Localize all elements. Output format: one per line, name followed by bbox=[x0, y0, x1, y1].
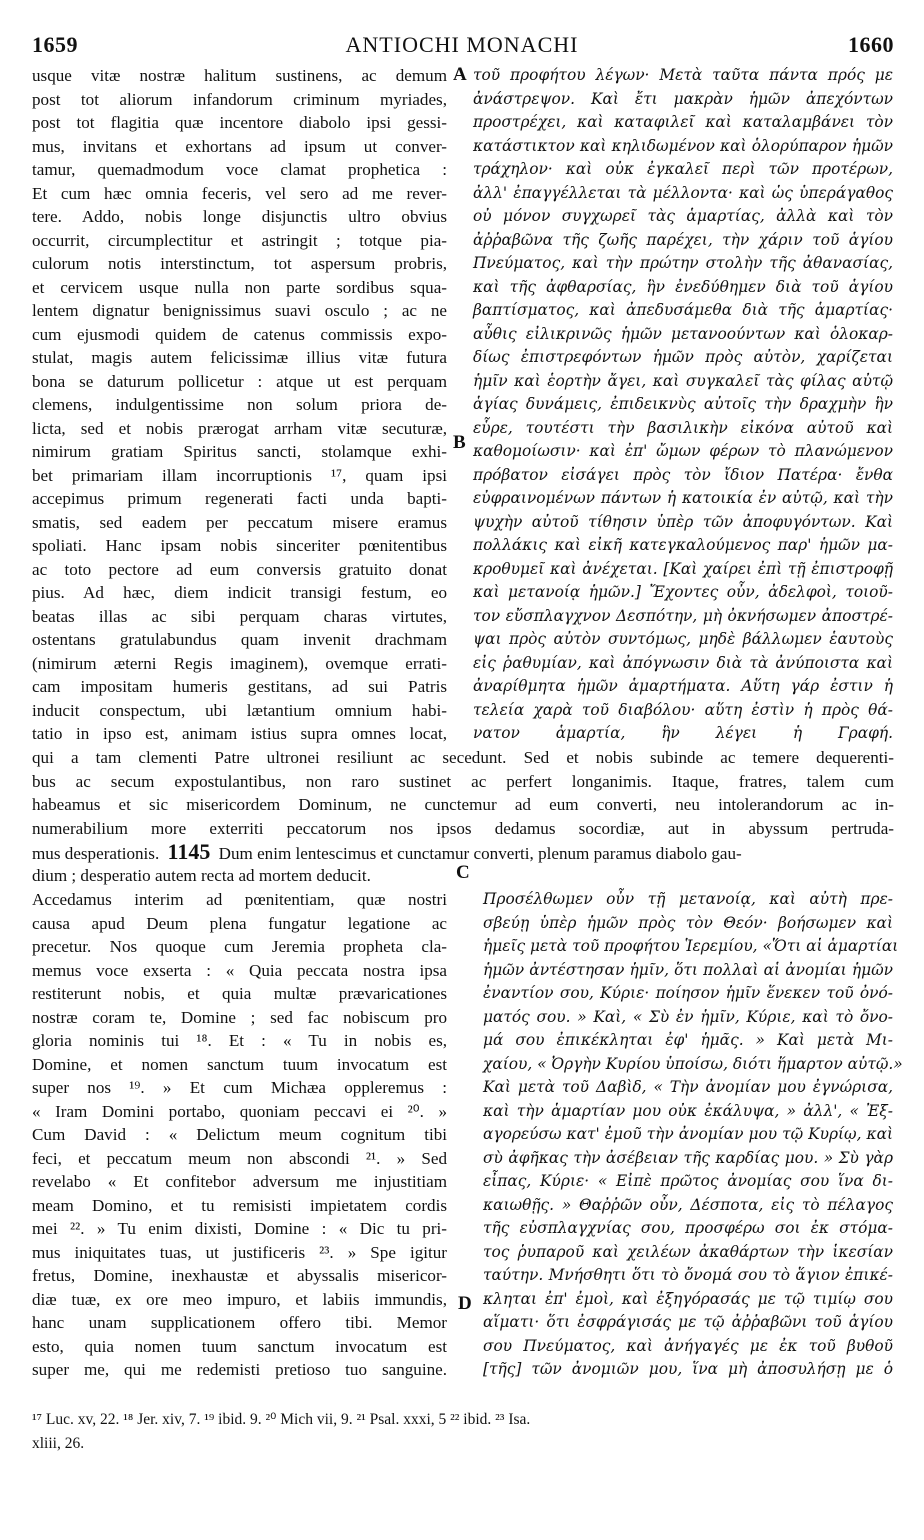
latin-line: licta, sed et nobis prærogat arrham vitæ secuturæ, bbox=[32, 418, 447, 438]
latin-line: hanc unam supplicationem offero tibi. Memor bbox=[32, 1313, 447, 1332]
latin-line: et cervicem usque nulla non parte sordibus squa- bbox=[32, 277, 447, 297]
greek-line: αὖθις εἰλικρινῶς ἡμῶν μετανοούντων καὶ ὁλοκαρ- bbox=[473, 324, 893, 343]
greek-line: σὺ ἀφῆκας τὴν ἀσέβειαν τῆς καρδίας μου. » Σὺ γὰρ bbox=[483, 1148, 893, 1167]
greek-line: τῆς εὐσπλαγχνίας σου, προσφέρω σοι ἐκ στόμα- bbox=[483, 1219, 893, 1237]
greek-line: καιωθῇς. » Θαῤῥῶν οὖν, Δέσποτα, εἰς τὸ πέλαγος bbox=[483, 1195, 893, 1214]
greek-line: μά σου ἐπικέκληται ἐφ' ἡμᾶς. » Καὶ μετὰ Μι- bbox=[483, 1031, 893, 1049]
footnote-line: ¹⁷ Luc. xv, 22. ¹⁸ Jer. xiv, 7. ¹⁹ ibid. 9. ²⁰ Mich vii, 9. ²¹ Psal. xxxi, 5 ²² ibid. ²³ Isa. bbox=[32, 1411, 531, 1428]
latin-line: super nos ¹⁹. » Et cum Michæa oppleremus : bbox=[32, 1078, 447, 1097]
latin-line: bona se daturum pollicetur : atque ut est perquam bbox=[32, 371, 447, 391]
greek-line: τον εὔσπλαγχνον Δεσπότην, μὴ ὀκνήσωμεν ἀποστρέ- bbox=[473, 606, 893, 625]
latin-column-top bbox=[32, 64, 447, 746]
latin-line: tamur, quemadmodum voce clamat prophetica : bbox=[32, 160, 447, 179]
full-width-line: bus ac secum expostulantibus, non raro sustinet ac perfert longanimis. Itaque, fratres, talem cum bbox=[32, 771, 894, 791]
greek-line: κληται ἐπ' ἐμοὶ, καὶ ἐξηγόρασάς με τῷ τιμίῳ σου bbox=[483, 1289, 893, 1308]
greek-line: ἀνάστρεψον. Καὶ ἔτι μακρὰν ἡμῶν ἀπεχόντων bbox=[473, 89, 893, 108]
greek-line: ἡμεῖς μετὰ τοῦ προφήτου Ἱερεμίου, «Ὅτι αἱ ἁμαρτίαι bbox=[483, 937, 899, 955]
full-width-passage bbox=[32, 746, 894, 840]
latin-line: super me, qui me redemisti pretioso tuo sanguine. bbox=[32, 1360, 447, 1379]
greek-line: ἁγίας δυνάμεις, ἐπιδεικνὺς αὐτοῖς τὴν δραχμὴν ἣν bbox=[473, 395, 893, 413]
latin-line: accepimus primum regenerati facti unda bapti- bbox=[32, 489, 447, 508]
greek-line: νατον ἁμαρτία, ἣν λέγει ἡ Γραφή. bbox=[473, 724, 893, 742]
latin-line: bet primariam illam incorruptionis ¹⁷, quam ipsi bbox=[32, 465, 447, 485]
latin-line: Domine, et nomen sanctum tuum invocatum est bbox=[32, 1054, 447, 1074]
greek-line: βαπτίσματος, καὶ ἀπεδυσάμεθα διὰ τῆς ἁμαρτίας· bbox=[473, 301, 893, 319]
greek-line: κροθυμεῖ καὶ ἀνέχεται. [Καὶ χαίρει ἐπὶ τῇ ἐπιστροφῇ bbox=[473, 559, 893, 578]
latin-line: post tot flagitia quæ incentore diabolo ipsi gessi- bbox=[32, 113, 447, 132]
latin-line: ostentans gratulabundus quam invenit drachmam bbox=[32, 630, 447, 649]
full-width-line: habeamus et sic misericordem Dominum, ne cunctemur ad eum converti, neu intolerandorum ac in- bbox=[32, 795, 894, 814]
latin-line: fretus, Domine, inexhaustæ et abyssalis misericor- bbox=[32, 1266, 447, 1285]
latin-line: causa apud Deum plena fungatur legatione ac bbox=[32, 913, 447, 933]
greek-line: τος ῥυπαροῦ καὶ χειλέων ἀκαθάρτων τὴν ἱκεσίαν bbox=[483, 1242, 893, 1261]
latin-line: smatis, sed eadem per peccatum misere eramus bbox=[32, 512, 447, 532]
latin-line: ac toto pectore ad eum conversis gratuito donat bbox=[32, 559, 447, 579]
latin-line: lentem dignatur benignissimus suavi osculo ; ac ne bbox=[32, 301, 447, 320]
greek-line: ἀλλ' ἐπαγγέλλεται τὰ μέλλοντα· καὶ ὡς ὑπεράγαθος bbox=[473, 183, 893, 202]
greek-line: τοῦ προφήτου λέγων· Μετὰ ταῦτα πάντα πρός με bbox=[473, 66, 893, 84]
greek-column-bottom bbox=[483, 888, 903, 1382]
greek-line: προστρέχει, καὶ καταφιλεῖ καὶ καταλαμβάνει τὸν bbox=[473, 113, 893, 131]
latin-line: mei ²². » Tu enim dixisti, Domine : « Dic tu pri- bbox=[32, 1219, 447, 1238]
latin-line: memus voce exserta : « Quia peccata nostra ipsa bbox=[32, 960, 447, 980]
latin-line: beatas illas ac sibi perquam charas virtutes, bbox=[32, 606, 447, 626]
footnote-line: xliii, 26. bbox=[32, 1435, 85, 1452]
greek-line: εὐφραινομένων πάντων ἡ κατοικία ἐν αὐτῷ, καὶ τὴν bbox=[473, 489, 893, 507]
greek-line: εἰς ῥαθυμίαν, καὶ ἀπόγνωσιν διὰ τὰ ἀνύποιστα καὶ bbox=[473, 653, 893, 672]
latin-line: Cum David : « Delictum meum cognitum tibi bbox=[32, 1125, 447, 1144]
margin-marker-d: D bbox=[458, 1293, 472, 1314]
greek-line: καθομοίωσιν· καὶ ἐπ' ὤμων φέρων τὸ πλανώμενον bbox=[473, 442, 893, 460]
greek-line: τράχηλον· καὶ οὐκ ἐγκαλεῖ περὶ τῶν προτέρων, bbox=[473, 160, 893, 178]
latin-line: cam impositam humeris gestitans, ad sui Patris bbox=[32, 677, 447, 696]
greek-line: ἀῤῥαβῶνα τῆς ζωῆς παρέχει, τὴν χάριν τοῦ ἁγίου bbox=[473, 230, 893, 249]
latin-line: (nimirum æterni Regis imaginem), ovemque errati- bbox=[32, 653, 447, 673]
greek-line: ταύτην. Μνήσθητι ὅτι τὸ ὄνομά σου τὸ ἅγιον ἐπικέ- bbox=[483, 1266, 893, 1284]
latin-line: Accedamus interim ad pœnitentiam, quæ nostri bbox=[32, 890, 447, 909]
latin-line: Et cum hæc omnia feceris, vel sero ad me rever- bbox=[32, 183, 447, 203]
greek-line: ψυχὴν αὐτοῦ τίθησιν ὑπὲρ τῶν ἀποφυγόντων. Καὶ bbox=[473, 512, 893, 531]
latin-line: clemens, indulgentissime non solum priora de- bbox=[32, 395, 447, 414]
latin-line: stulat, magis autem felicissimæ illius vitæ futura bbox=[32, 348, 447, 367]
latin-line: meam Domino, et tu remisisti impietatem cordis bbox=[32, 1195, 447, 1215]
greek-line: κατάστικτον καὶ κηλιδωμένον καὶ ὁλορύπαρον ἡμῶν bbox=[473, 136, 893, 155]
greek-line: ἡμῶν ἀντέστησαν ἡμῖν, ὅτι πολλαὶ αἱ ἀνομίαι ἡμῶν bbox=[483, 960, 893, 979]
latin-line: gloria nominis tui ¹⁸. Et : « Tu in nobis es, bbox=[32, 1031, 447, 1050]
latin-line: precetur. Nos quoque cum Jeremia propheta cla- bbox=[32, 937, 447, 956]
greek-line: αγορεύσω κατ' ἐμοῦ τὴν ἀνομίαν μου τῷ Κυρίῳ, καὶ bbox=[483, 1125, 893, 1143]
greek-line: ἐναντίον σου, Κύριε· ποίησον ἡμῖν ἕνεκεν τοῦ ὀνό- bbox=[483, 984, 893, 1002]
latin-line: usque vitæ nostræ halitum sustinens, ac demum bbox=[32, 66, 447, 85]
latin-line: restiterunt nobis, et quia multæ prævaricationes bbox=[32, 984, 447, 1003]
greek-line: εἶπας, Κύριε· « Εἰπὲ πρῶτος ἀνομίας σου ἵνα δι- bbox=[483, 1172, 893, 1190]
margin-marker-a: A bbox=[453, 64, 467, 85]
page-number-left: 1659 bbox=[32, 32, 78, 57]
latin-line: esto, quia nomen tuum sanctum invocatum est bbox=[32, 1336, 447, 1356]
greek-line: ἀναρίθμητα ἡμῶν ἁμαρτήματα. Αὕτη γάρ ἐστιν ἡ bbox=[473, 677, 893, 695]
greek-line: αἵματι· ὅτι ἐσφράγισάς με τῷ ἀῤῥαβῶνι τοῦ ἁγίου bbox=[483, 1313, 893, 1331]
latin-line: revelabo « Et confitebor adversum me injustitiam bbox=[32, 1172, 447, 1191]
greek-line: καὶ τὴν ἁμαρτίαν μου οὐκ ἐκάλυψα, » ἀλλ', « Ἐξ- bbox=[483, 1101, 893, 1120]
latin-line: nostræ coram te, Domine ; sed fac nobiscum pro bbox=[32, 1007, 447, 1027]
greek-line: σου Πνεύματος, καὶ ἀνήγαγές με ἐκ τοῦ βυθοῦ bbox=[483, 1336, 893, 1355]
latin-line: nimirum gratiam Spiritus sancti, stolamque exhi- bbox=[32, 442, 447, 461]
latin-line: diæ tuæ, ex ore meo impuro, et labiis immundis, bbox=[32, 1289, 447, 1309]
greek-line: καὶ μετανοίᾳ ἡμῶν.] Ἔχοντες οὖν, ἀδελφοὶ, τοιοῦ- bbox=[473, 583, 893, 601]
greek-line: ματός σου. » Καὶ, « Σὺ ἐν ἡμῖν, Κύριε, καὶ τὸ ὄνο- bbox=[483, 1007, 893, 1026]
greek-line: Προσέλθωμεν οὖν τῇ μετανοίᾳ, καὶ αὐτὴ πρε- bbox=[483, 890, 893, 908]
latin-column-bottom bbox=[32, 888, 447, 1382]
full-width-last-line: dium ; desperatio autem recta ad mortem deducit. bbox=[32, 866, 371, 885]
split-after: Dum enim lentescimus et cunctamur converti, plenum paramus diabolo gau- bbox=[218, 844, 742, 863]
greek-line: εὗρε, τουτέστι τὴν βασιλικὴν εἰκόνα αὐτοῦ καὶ bbox=[473, 418, 893, 437]
latin-line: occurrit, circumplectitur et astringit ; totque pia- bbox=[32, 230, 447, 250]
greek-line: πρόβατον εἰσάγει πρὸς τὸν ἴδιον Πατέρα· ἔνθα bbox=[473, 465, 893, 484]
margin-marker-b: B bbox=[453, 432, 466, 453]
full-width-line: qui a tam clementi Patre ultronei resiliunt ac secedunt. Sed et nobis subinde ac temere dequerenti- bbox=[32, 748, 894, 767]
full-width-line: numerabilium more exterriti peccatorum nos ipsos dedamus socordiæ, aut in abyssum pertruda- bbox=[32, 818, 894, 838]
latin-line: tere. Addo, nobis longe disjunctis ultro obvius bbox=[32, 207, 447, 226]
latin-line: feci, et peccatum meum non abscondi ²¹. » Sed bbox=[32, 1148, 447, 1168]
footnotes bbox=[32, 1408, 894, 1456]
latin-line: tatio in ipso est, animam istius supra omnes locat, bbox=[32, 724, 447, 743]
latin-line: post tot aliorum infandorum criminum myriades, bbox=[32, 89, 447, 109]
latin-line: « Iram Domini portabo, quoniam peccavi ei ²⁰. » bbox=[32, 1101, 447, 1121]
greek-line: Πνεύματος, καὶ τὴν πρώτην στολὴν τῆς ἀθανασίας, bbox=[473, 254, 893, 272]
latin-line: mus iniquitates tuas, ut justificeris ²³. » Spe igitur bbox=[32, 1242, 447, 1262]
latin-line: inducit conspectum, ubi lætantium omnium habi- bbox=[32, 700, 447, 720]
latin-line: culorum notis interstinctum, tot aspersum probris, bbox=[32, 254, 447, 273]
running-title: ANTIOCHI MONACHI bbox=[345, 32, 579, 57]
greek-line: καὶ τῆς ἀφθαρσίας, ἣν ἐνεδύθημεν διὰ τοῦ ἁγίου bbox=[473, 277, 893, 296]
latin-line: spoliati. Hanc ipsam nobis sinceriter pœnitentibus bbox=[32, 536, 447, 555]
greek-line: Καὶ μετὰ τοῦ Δαβὶδ, « Τὴν ἀνομίαν μου ἐγνώρισα, bbox=[483, 1078, 893, 1096]
greek-line: σβεύῃ ὑπὲρ ἡμῶν πρὸς τὸν Θεόν· βοήσωμεν καὶ bbox=[483, 913, 893, 932]
latin-line: cum ejusmodi quidem de catenus commissis expo- bbox=[32, 324, 447, 344]
column-number-1145: 1145 bbox=[167, 839, 211, 864]
greek-line: τελεία χαρὰ τοῦ διαβόλου· αὕτη ἐστὶν ἡ πρὸς θά- bbox=[473, 700, 893, 719]
margin-marker-c: C bbox=[456, 862, 470, 883]
greek-line: ἡμῖν καὶ ἑορτὴν ἄγει, καὶ συγκαλεῖ τὰς φίλας αὐτῷ bbox=[473, 371, 893, 390]
greek-line: πολλάκις καὶ εἰκῆ κατεγκαλούμενος παρ' ἡμῶν μα- bbox=[473, 536, 893, 554]
greek-line: ψαι πρὸς αὐτὸν συντόμως, μηδὲ βάλλωμεν ἑαυτοὺς bbox=[473, 630, 893, 648]
greek-line: οὐ μόνον συγχωρεῖ τὰς ἁμαρτίας, ἀλλὰ καὶ τὸν bbox=[473, 207, 893, 225]
greek-column-top bbox=[473, 64, 893, 746]
page-number-right: 1660 bbox=[848, 32, 894, 57]
latin-line: pius. Ad hæc, diem indicit transigi festum, eo bbox=[32, 583, 447, 602]
latin-line: mus, invitans et exhortans ad ipsum ut conver- bbox=[32, 136, 447, 156]
greek-line: [τῆς] τῶν ἀνομιῶν μου, ἵνα μὴ ἀποσυλήσῃ με ὁ bbox=[483, 1360, 893, 1378]
greek-line: χαίου, « Ὀργὴν Κυρίου ὑποίσω, διότι ἥμαρτον αὐτῷ.» bbox=[483, 1054, 903, 1073]
full-width-split-line bbox=[32, 840, 894, 864]
greek-line: δίως ἐπιστρεφόντων ἡμῶν πρὸς αὐτὸν, χαρίζεται bbox=[473, 348, 893, 366]
split-before: mus desperationis. bbox=[32, 844, 160, 863]
